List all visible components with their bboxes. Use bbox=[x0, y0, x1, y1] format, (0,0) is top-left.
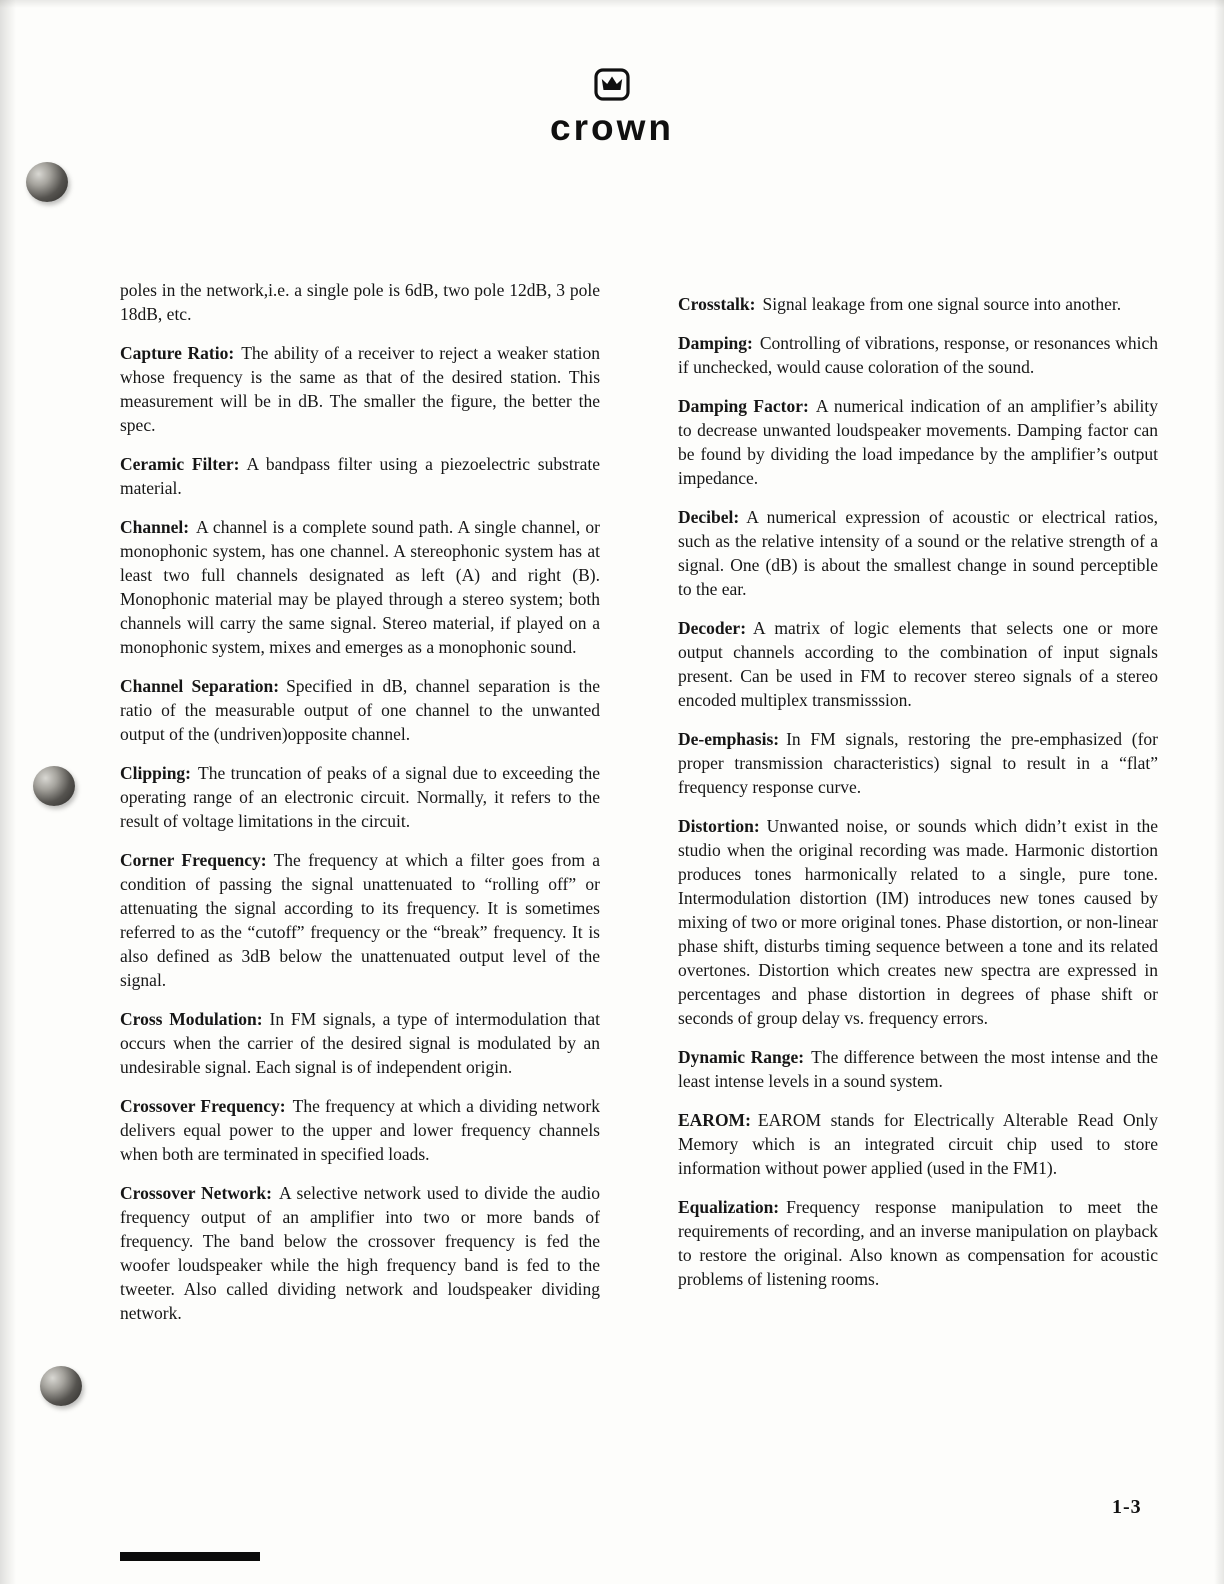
glossary-term: De-emphasis: bbox=[678, 729, 780, 749]
glossary-entry bbox=[678, 1195, 1158, 1291]
glossary-definition: Unwanted noise, or sounds which didn’t exist in the studio when the original recording was made. Harmonic distortion produces tones harmonically related to a single, pure tone. Intermodulation distortion (IM) introduces new tones caused by mixing of two or more original tones. Phase distortion, or non-linear phase shift, disturbs timing sequence between a tone and its related overtones. Distortion which creates new spectra are expressed in percentages and phase distortion in degrees of phase shift or seconds of group delay vs. frequency errors. bbox=[678, 816, 1158, 1028]
glossary-term: Decibel: bbox=[678, 507, 740, 527]
glossary-definition: A matrix of logic elements that selects one or more output channels according to the combination of input signals present. Can be used in FM to recover stereo signals of a stereo encoded multiplex transmisssion. bbox=[678, 618, 1158, 710]
glossary-definition: A bandpass filter using a piezoelectric substrate material. bbox=[120, 454, 600, 498]
punch-hole bbox=[33, 766, 75, 806]
glossary-entry bbox=[120, 341, 600, 437]
crown-logo bbox=[0, 68, 1224, 146]
glossary-definition: EAROM stands for Electrically Alterable Read Only Memory which is an integrated circuit chip used to store information without power applied (used in the FM1). bbox=[678, 1110, 1158, 1178]
glossary-term: Ceramic Filter: bbox=[120, 454, 240, 474]
glossary-term: Distortion: bbox=[678, 816, 760, 836]
glossary-entry bbox=[120, 452, 600, 500]
glossary-definition: The ability of a receiver to reject a weaker station whose frequency is the same as that of the desired station. This measurement will be in dB. The smaller the figure, the better the spec. bbox=[120, 343, 600, 435]
glossary-entry bbox=[678, 1108, 1158, 1180]
glossary-entry bbox=[678, 616, 1158, 712]
glossary-entry bbox=[120, 515, 600, 659]
glossary-entry bbox=[678, 814, 1158, 1030]
bottom-bar bbox=[120, 1552, 260, 1561]
glossary-entry bbox=[120, 761, 600, 833]
glossary-entry bbox=[678, 331, 1158, 379]
glossary-definition: A channel is a complete sound path. A single channel, or monophonic system, has one channel. A stereophonic system has at least two full channels designated as left (A) and right (B). Monophonic material may be played through a stereo system; both channels will carry the same signal. Stereo material, if played on a monophonic system, mixes and emerges as a monophonic sound. bbox=[120, 517, 600, 657]
glossary-term: EAROM: bbox=[678, 1110, 751, 1130]
glossary-definition: A numerical indication of an amplifier’s ability to decrease unwanted loudspeaker movements. Damping factor can be found by dividing the load impedance by the amplifier’s output impedance. bbox=[678, 396, 1158, 488]
glossary-definition: Specified in dB, channel separation is the ratio of the measurable output of one channel to the unwanted output of the (undriven)opposite channel. bbox=[120, 676, 600, 744]
glossary-term: Corner Frequency: bbox=[120, 850, 267, 870]
punch-hole bbox=[26, 162, 68, 202]
glossary-entry bbox=[678, 727, 1158, 799]
glossary-entry bbox=[678, 292, 1158, 316]
glossary-term: Equalization: bbox=[678, 1197, 780, 1217]
glossary-definition: The difference between the most intense and the least intense levels in a sound system. bbox=[678, 1047, 1158, 1091]
glossary-entry bbox=[120, 278, 600, 326]
glossary-definition: Signal leakage from one signal source into another. bbox=[762, 294, 1122, 314]
glossary-definition: In FM signals, a type of intermodulation that occurs when the carrier of the desired signal is modulated by an undesirable signal. Each signal is of independent origin. bbox=[120, 1009, 601, 1077]
glossary-definition: The frequency at which a dividing network delivers equal power to the upper and lower frequency channels when both are terminated in specified loads. bbox=[120, 1096, 600, 1164]
page-number: 1-3 bbox=[1112, 1496, 1142, 1518]
glossary-definition: A numerical expression of acoustic or electrical ratios, such as the relative intensity of a sound or the relative strength of a signal. One (dB) is about the smallest change in sound perceptible to the ear. bbox=[678, 507, 1158, 599]
glossary-term: Damping: bbox=[678, 333, 753, 353]
glossary-definition: The frequency at which a filter goes from a condition of passing the signal unattenuated to “rolling off” or attenuating the signal according to its frequency. It is sometimes referred to as the “cutoff” frequency or the “break” frequency. It is also defined as 3dB below the unattenuated output level of the signal. bbox=[120, 850, 601, 990]
glossary-term: Cross Modulation: bbox=[120, 1009, 263, 1029]
glossary-entry bbox=[120, 1181, 600, 1325]
glossary-entry bbox=[120, 674, 600, 746]
glossary-entry bbox=[120, 1094, 600, 1166]
glossary-definition: Frequency response manipulation to meet the requirements of recording, and an inverse manipulation on playback to restore the original. Also known as compensation for acoustic problems of listening rooms. bbox=[678, 1197, 1158, 1289]
glossary-definition: A selective network used to divide the audio frequency output of an amplifier into two or more bands of frequency. The band below the crossover frequency is fed the woofer loudspeaker while the high frequency band is fed to the tweeter. Also called dividing network and loudspeaker dividing network. bbox=[120, 1183, 600, 1323]
glossary-term: Decoder: bbox=[678, 618, 747, 638]
glossary-term: Channel: bbox=[120, 517, 190, 537]
glossary-entry bbox=[678, 505, 1158, 601]
glossary-entry bbox=[678, 1045, 1158, 1093]
crown-icon bbox=[594, 68, 630, 101]
right-column bbox=[678, 292, 1158, 1306]
glossary-term: Clipping: bbox=[120, 763, 191, 783]
glossary-entry bbox=[678, 394, 1158, 490]
glossary-definition: poles in the network,i.e. a single pole is 6dB, two pole 12dB, 3 pole 18dB, etc. bbox=[120, 280, 600, 324]
glossary-entry bbox=[120, 1007, 600, 1079]
glossary-term: Crossover Frequency: bbox=[120, 1096, 286, 1116]
crown-wordmark: crown bbox=[550, 107, 674, 148]
glossary-definition: In FM signals, restoring the pre-emphasized (for proper transmission characteristics) signal to result in a “flat” frequency response curve. bbox=[678, 729, 1158, 797]
left-column bbox=[120, 278, 600, 1340]
glossary-definition: Controlling of vibrations, response, or resonances which if unchecked, would cause coloration of the sound. bbox=[678, 333, 1158, 377]
glossary-term: Capture Ratio: bbox=[120, 343, 235, 363]
glossary-definition: The truncation of peaks of a signal due to exceeding the operating range of an electronic circuit. Normally, it refers to the result of voltage limitations in the circuit. bbox=[120, 763, 600, 831]
glossary-entry bbox=[120, 848, 600, 992]
scan-edge-shading bbox=[0, 0, 1224, 8]
glossary-term: Crosstalk: bbox=[678, 294, 756, 314]
glossary-term: Damping Factor: bbox=[678, 396, 809, 416]
glossary-term: Dynamic Range: bbox=[678, 1047, 805, 1067]
glossary-term: Crossover Network: bbox=[120, 1183, 272, 1203]
punch-hole bbox=[40, 1366, 82, 1406]
glossary-term: Channel Separation: bbox=[120, 676, 280, 696]
